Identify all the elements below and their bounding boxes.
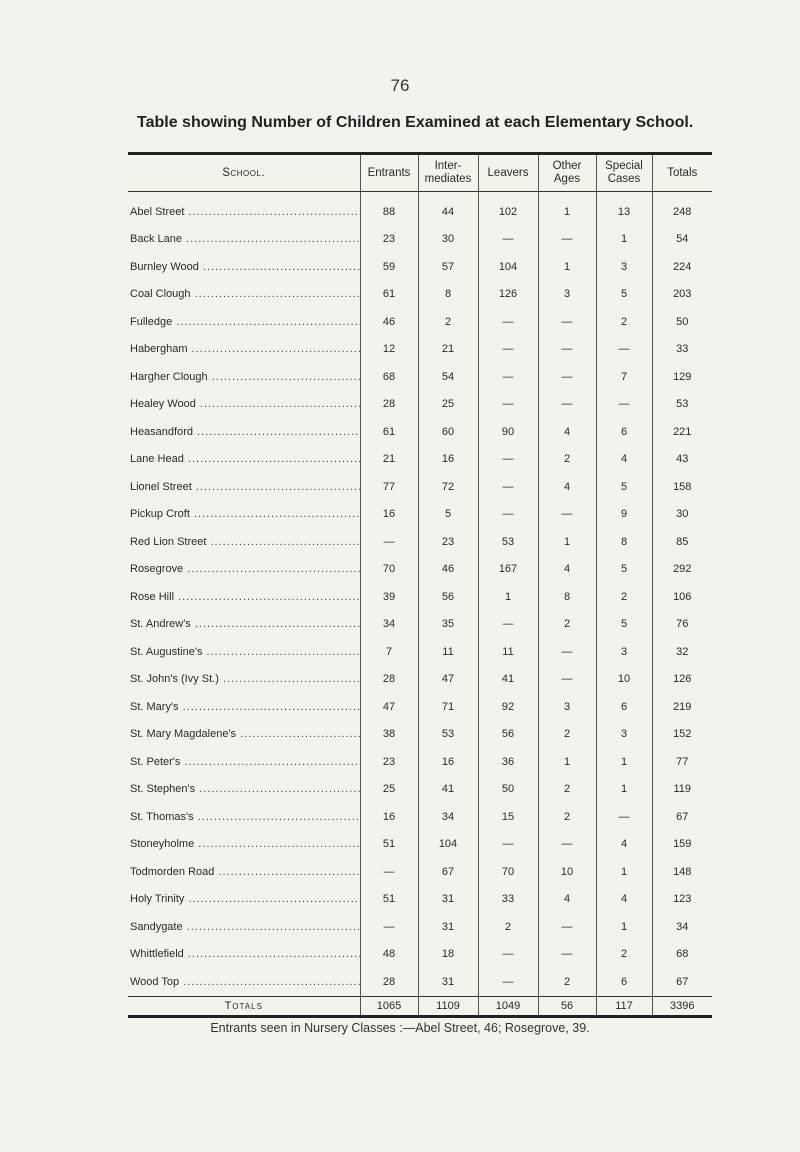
- table-row: [128, 336, 712, 364]
- table-body: [128, 192, 712, 997]
- total-cell: 152: [652, 721, 712, 749]
- other-ages-cell: 3: [538, 693, 596, 721]
- school-name-cell: Heasandford .....: [128, 418, 360, 446]
- total-cell: 33: [652, 336, 712, 364]
- special-cases-cell: 6: [596, 968, 652, 996]
- special-cases-cell: 1: [596, 913, 652, 941]
- special-cases-cell: 5: [596, 611, 652, 639]
- total-cell: 43: [652, 446, 712, 474]
- table-row: [128, 418, 712, 446]
- school-name-cell: St. Peter's .....: [128, 748, 360, 776]
- entrants-cell: 61: [360, 281, 418, 309]
- totals-grand-total: 3396: [652, 996, 712, 1016]
- school-name-cell: Whittlefield .....: [128, 941, 360, 969]
- other-ages-cell: 2: [538, 721, 596, 749]
- entrants-cell: 48: [360, 941, 418, 969]
- school-name-cell: Back Lane .....: [128, 226, 360, 254]
- table-row: [128, 913, 712, 941]
- entrants-cell: 16: [360, 501, 418, 529]
- header-intermediates: Inter- mediates: [418, 154, 478, 192]
- leavers-cell: 41: [478, 666, 538, 694]
- total-cell: 67: [652, 803, 712, 831]
- special-cases-cell: 1: [596, 748, 652, 776]
- intermediates-cell: 16: [418, 748, 478, 776]
- entrants-cell: 23: [360, 226, 418, 254]
- special-cases-cell: 6: [596, 418, 652, 446]
- header-leavers: Leavers: [478, 154, 538, 192]
- leavers-cell: 53: [478, 528, 538, 556]
- special-cases-cell: 1: [596, 226, 652, 254]
- schools-table: [128, 152, 712, 1018]
- entrants-cell: 47: [360, 693, 418, 721]
- other-ages-cell: 2: [538, 611, 596, 639]
- totals-intermediates: 1109: [418, 996, 478, 1016]
- school-name-cell: Pickup Croft .....: [128, 501, 360, 529]
- leavers-cell: 50: [478, 776, 538, 804]
- entrants-cell: 68: [360, 363, 418, 391]
- school-name-cell: Holy Trinity .....: [128, 886, 360, 914]
- total-cell: 159: [652, 831, 712, 859]
- total-cell: 68: [652, 941, 712, 969]
- leavers-cell: —: [478, 501, 538, 529]
- special-cases-cell: 1: [596, 776, 652, 804]
- total-cell: 292: [652, 556, 712, 584]
- leavers-cell: 90: [478, 418, 538, 446]
- page-number: 76: [390, 76, 410, 95]
- leavers-cell: —: [478, 473, 538, 501]
- header-totals: Totals: [652, 154, 712, 192]
- table-row: [128, 473, 712, 501]
- entrants-cell: —: [360, 913, 418, 941]
- intermediates-cell: 30: [418, 226, 478, 254]
- other-ages-cell: 4: [538, 418, 596, 446]
- school-name-cell: Red Lion Street .....: [128, 528, 360, 556]
- totals-other-ages: 56: [538, 996, 596, 1016]
- total-cell: 158: [652, 473, 712, 501]
- other-ages-cell: 1: [538, 192, 596, 226]
- entrants-cell: 34: [360, 611, 418, 639]
- leavers-cell: 2: [478, 913, 538, 941]
- special-cases-cell: —: [596, 803, 652, 831]
- other-ages-cell: 1: [538, 748, 596, 776]
- intermediates-cell: 67: [418, 858, 478, 886]
- special-cases-cell: 2: [596, 308, 652, 336]
- entrants-cell: 51: [360, 831, 418, 859]
- intermediates-cell: 44: [418, 192, 478, 226]
- intermediates-cell: 47: [418, 666, 478, 694]
- header-school: School.: [128, 154, 360, 192]
- table-row: [128, 693, 712, 721]
- table-row: [128, 748, 712, 776]
- special-cases-cell: 7: [596, 363, 652, 391]
- intermediates-cell: 21: [418, 336, 478, 364]
- table-row: [128, 528, 712, 556]
- total-cell: 126: [652, 666, 712, 694]
- table-row: [128, 831, 712, 859]
- intermediates-cell: 31: [418, 886, 478, 914]
- other-ages-cell: 8: [538, 583, 596, 611]
- school-name-cell: St. Mary Magdalene's .....: [128, 721, 360, 749]
- entrants-cell: 46: [360, 308, 418, 336]
- table-row: [128, 446, 712, 474]
- school-name-cell: Healey Wood .....: [128, 391, 360, 419]
- intermediates-cell: 53: [418, 721, 478, 749]
- special-cases-cell: 5: [596, 556, 652, 584]
- other-ages-cell: 2: [538, 803, 596, 831]
- other-ages-cell: 1: [538, 528, 596, 556]
- school-name-cell: Lionel Street .....: [128, 473, 360, 501]
- leavers-cell: 126: [478, 281, 538, 309]
- other-ages-cell: 4: [538, 556, 596, 584]
- leavers-cell: 70: [478, 858, 538, 886]
- total-cell: 119: [652, 776, 712, 804]
- total-cell: 32: [652, 638, 712, 666]
- special-cases-cell: 2: [596, 941, 652, 969]
- table-row: [128, 968, 712, 996]
- table-row: [128, 858, 712, 886]
- special-cases-cell: 3: [596, 721, 652, 749]
- special-cases-cell: 2: [596, 583, 652, 611]
- leavers-cell: 56: [478, 721, 538, 749]
- special-cases-cell: 4: [596, 446, 652, 474]
- intermediates-cell: 104: [418, 831, 478, 859]
- school-name-cell: Burnley Wood .....: [128, 253, 360, 281]
- leavers-cell: —: [478, 391, 538, 419]
- total-cell: 248: [652, 192, 712, 226]
- other-ages-cell: —: [538, 666, 596, 694]
- school-name-cell: Lane Head .....: [128, 446, 360, 474]
- intermediates-cell: 54: [418, 363, 478, 391]
- table-row: [128, 776, 712, 804]
- entrants-cell: 21: [360, 446, 418, 474]
- school-name-cell: St. Andrew's .....: [128, 611, 360, 639]
- table-row: [128, 583, 712, 611]
- table-row: [128, 501, 712, 529]
- entrants-cell: 51: [360, 886, 418, 914]
- total-cell: 54: [652, 226, 712, 254]
- other-ages-cell: 3: [538, 281, 596, 309]
- table-row: [128, 308, 712, 336]
- intermediates-cell: 5: [418, 501, 478, 529]
- table-row: [128, 803, 712, 831]
- total-cell: 30: [652, 501, 712, 529]
- total-cell: 123: [652, 886, 712, 914]
- school-name-cell: Hargher Clough .....: [128, 363, 360, 391]
- school-name-cell: Rose Hill .....: [128, 583, 360, 611]
- table-row: [128, 721, 712, 749]
- totals-entrants: 1065: [360, 996, 418, 1016]
- special-cases-cell: 3: [596, 638, 652, 666]
- table-row: [128, 226, 712, 254]
- totals-special-cases: 117: [596, 996, 652, 1016]
- special-cases-cell: 10: [596, 666, 652, 694]
- other-ages-cell: —: [538, 501, 596, 529]
- leavers-cell: 1: [478, 583, 538, 611]
- totals-label: Totals: [128, 996, 360, 1016]
- school-name-cell: St. Stephen's .....: [128, 776, 360, 804]
- header-entrants: Entrants: [360, 154, 418, 192]
- leavers-cell: 36: [478, 748, 538, 776]
- school-name-cell: Wood Top .....: [128, 968, 360, 996]
- school-name-cell: Todmorden Road .....: [128, 858, 360, 886]
- entrants-cell: 59: [360, 253, 418, 281]
- other-ages-cell: 4: [538, 886, 596, 914]
- total-cell: 219: [652, 693, 712, 721]
- intermediates-cell: 41: [418, 776, 478, 804]
- entrants-cell: 23: [360, 748, 418, 776]
- table-row: [128, 281, 712, 309]
- special-cases-cell: 6: [596, 693, 652, 721]
- other-ages-cell: —: [538, 226, 596, 254]
- header-row: [128, 154, 712, 192]
- table-row: [128, 666, 712, 694]
- leavers-cell: —: [478, 336, 538, 364]
- intermediates-cell: 11: [418, 638, 478, 666]
- table-row: [128, 253, 712, 281]
- total-cell: 76: [652, 611, 712, 639]
- school-name-cell: Coal Clough .....: [128, 281, 360, 309]
- intermediates-cell: 2: [418, 308, 478, 336]
- other-ages-cell: —: [538, 336, 596, 364]
- other-ages-cell: 2: [538, 446, 596, 474]
- total-cell: 224: [652, 253, 712, 281]
- school-name-cell: St. Mary's .....: [128, 693, 360, 721]
- other-ages-cell: —: [538, 913, 596, 941]
- header-special-cases: Special Cases: [596, 154, 652, 192]
- entrants-cell: 61: [360, 418, 418, 446]
- other-ages-cell: —: [538, 391, 596, 419]
- total-cell: 67: [652, 968, 712, 996]
- table-row: [128, 391, 712, 419]
- total-cell: 203: [652, 281, 712, 309]
- school-name-cell: Fulledge .....: [128, 308, 360, 336]
- entrants-cell: 25: [360, 776, 418, 804]
- intermediates-cell: 71: [418, 693, 478, 721]
- special-cases-cell: 3: [596, 253, 652, 281]
- leavers-cell: —: [478, 363, 538, 391]
- page-title: Table showing Number of Children Examined at each Elementary School.: [137, 114, 694, 131]
- table-row: [128, 192, 712, 226]
- special-cases-cell: 9: [596, 501, 652, 529]
- special-cases-cell: —: [596, 391, 652, 419]
- entrants-cell: 28: [360, 391, 418, 419]
- other-ages-cell: —: [538, 941, 596, 969]
- other-ages-cell: —: [538, 831, 596, 859]
- special-cases-cell: 4: [596, 831, 652, 859]
- intermediates-cell: 23: [418, 528, 478, 556]
- intermediates-cell: 25: [418, 391, 478, 419]
- special-cases-cell: 8: [596, 528, 652, 556]
- table-row: [128, 886, 712, 914]
- leavers-cell: 11: [478, 638, 538, 666]
- special-cases-cell: 13: [596, 192, 652, 226]
- school-name-cell: Habergham .....: [128, 336, 360, 364]
- school-name-cell: Abel Street .....: [128, 192, 360, 226]
- entrants-cell: 28: [360, 666, 418, 694]
- other-ages-cell: 10: [538, 858, 596, 886]
- entrants-cell: 38: [360, 721, 418, 749]
- intermediates-cell: 18: [418, 941, 478, 969]
- total-cell: 221: [652, 418, 712, 446]
- other-ages-cell: —: [538, 308, 596, 336]
- other-ages-cell: 2: [538, 776, 596, 804]
- leavers-cell: 102: [478, 192, 538, 226]
- leavers-cell: —: [478, 308, 538, 336]
- intermediates-cell: 35: [418, 611, 478, 639]
- intermediates-cell: 34: [418, 803, 478, 831]
- leavers-cell: —: [478, 446, 538, 474]
- table-row: [128, 363, 712, 391]
- special-cases-cell: 1: [596, 858, 652, 886]
- leavers-cell: —: [478, 611, 538, 639]
- other-ages-cell: 1: [538, 253, 596, 281]
- school-name-cell: Rosegrove .....: [128, 556, 360, 584]
- totals-leavers: 1049: [478, 996, 538, 1016]
- header-other-ages: Other Ages: [538, 154, 596, 192]
- school-name-cell: St. Augustine's .....: [128, 638, 360, 666]
- entrants-cell: —: [360, 858, 418, 886]
- intermediates-cell: 56: [418, 583, 478, 611]
- intermediates-cell: 31: [418, 968, 478, 996]
- intermediates-cell: 57: [418, 253, 478, 281]
- other-ages-cell: 4: [538, 473, 596, 501]
- leavers-cell: 15: [478, 803, 538, 831]
- entrants-cell: 70: [360, 556, 418, 584]
- intermediates-cell: 60: [418, 418, 478, 446]
- school-name-cell: Sandygate .....: [128, 913, 360, 941]
- leavers-cell: 167: [478, 556, 538, 584]
- entrants-cell: 39: [360, 583, 418, 611]
- leavers-cell: —: [478, 226, 538, 254]
- special-cases-cell: 5: [596, 473, 652, 501]
- total-cell: 106: [652, 583, 712, 611]
- entrants-cell: 12: [360, 336, 418, 364]
- totals-row: [128, 996, 712, 1016]
- entrants-cell: —: [360, 528, 418, 556]
- intermediates-cell: 8: [418, 281, 478, 309]
- school-name-cell: Stoneyholme .....: [128, 831, 360, 859]
- total-cell: 34: [652, 913, 712, 941]
- total-cell: 53: [652, 391, 712, 419]
- special-cases-cell: —: [596, 336, 652, 364]
- leavers-cell: 104: [478, 253, 538, 281]
- special-cases-cell: 5: [596, 281, 652, 309]
- school-name-cell: St. John's (Ivy St.) .....: [128, 666, 360, 694]
- entrants-cell: 88: [360, 192, 418, 226]
- entrants-cell: 77: [360, 473, 418, 501]
- other-ages-cell: 2: [538, 968, 596, 996]
- leavers-cell: 33: [478, 886, 538, 914]
- intermediates-cell: 16: [418, 446, 478, 474]
- other-ages-cell: —: [538, 638, 596, 666]
- total-cell: 77: [652, 748, 712, 776]
- table-row: [128, 941, 712, 969]
- intermediates-cell: 31: [418, 913, 478, 941]
- intermediates-cell: 46: [418, 556, 478, 584]
- table-row: [128, 611, 712, 639]
- leavers-cell: —: [478, 941, 538, 969]
- footnote: Entrants seen in Nursery Classes :—Abel Street, 46; Rosegrove, 39.: [210, 1021, 590, 1035]
- total-cell: 50: [652, 308, 712, 336]
- total-cell: 85: [652, 528, 712, 556]
- special-cases-cell: 4: [596, 886, 652, 914]
- leavers-cell: 92: [478, 693, 538, 721]
- total-cell: 129: [652, 363, 712, 391]
- leavers-cell: —: [478, 831, 538, 859]
- other-ages-cell: —: [538, 363, 596, 391]
- entrants-cell: 16: [360, 803, 418, 831]
- table-row: [128, 638, 712, 666]
- leavers-cell: —: [478, 968, 538, 996]
- entrants-cell: 28: [360, 968, 418, 996]
- table-row: [128, 556, 712, 584]
- entrants-cell: 7: [360, 638, 418, 666]
- intermediates-cell: 72: [418, 473, 478, 501]
- school-name-cell: St. Thomas's .....: [128, 803, 360, 831]
- total-cell: 148: [652, 858, 712, 886]
